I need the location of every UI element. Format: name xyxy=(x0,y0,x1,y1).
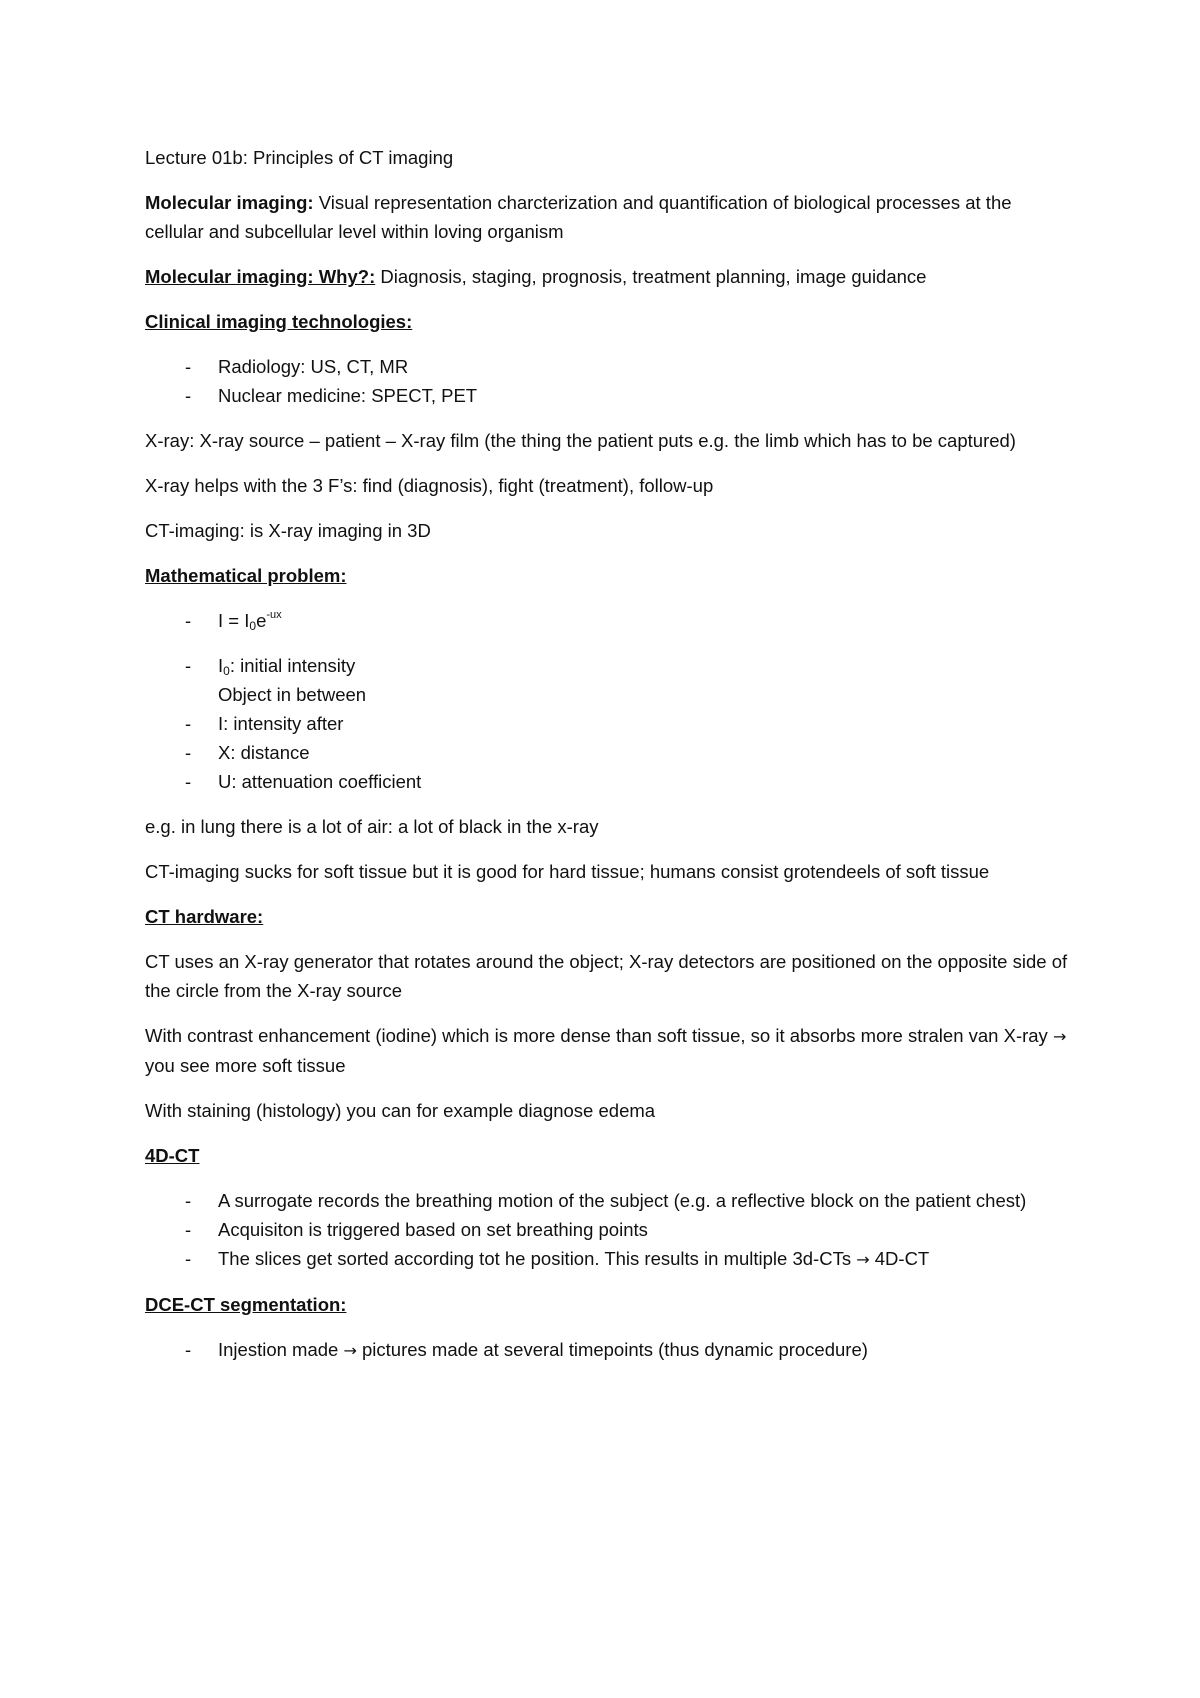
list-item: - U: attenuation coefficient xyxy=(145,767,1075,796)
section-heading-hardware xyxy=(145,902,1075,931)
list-formula-variables xyxy=(145,651,1075,796)
heading-text: DCE-CT segmentation: xyxy=(145,1294,347,1315)
list-formula xyxy=(145,606,1075,635)
formula-item xyxy=(145,606,1075,635)
paragraph-lung: e.g. in lung there is a lot of air: a lot of black in the x-ray xyxy=(145,816,599,837)
text-part: With contrast enhancement (iodine) which is more dense than soft tissue, so it absorbs more stralen van X-ray xyxy=(145,1025,1053,1046)
heading-text: Mathematical problem: xyxy=(145,565,347,586)
formula-superscript: -ux xyxy=(266,609,282,621)
formula-subscript: 0 xyxy=(249,619,257,633)
section-heading-4dct xyxy=(145,1141,1075,1170)
list-clinical-technologies xyxy=(145,352,1075,410)
text-part: pictures made at several timepoints (thus dynamic procedure) xyxy=(356,1339,868,1360)
paragraph-molecular-imaging xyxy=(145,188,1075,246)
paragraph-molecular-imaging-why xyxy=(145,262,1075,291)
paragraph-soft-tissue: CT-imaging sucks for soft tissue but it is good for hard tissue; humans consist grotendeels of soft tissue xyxy=(145,861,990,882)
list-dce xyxy=(145,1335,1075,1365)
list-item: - A surrogate records the breathing motion of the subject (e.g. a reflective block on the patient chest) xyxy=(145,1186,1075,1215)
right-arrow-icon: → xyxy=(1052,1027,1067,1046)
paragraph-hardware-3: With staining (histology) you can for example diagnose edema xyxy=(145,1100,656,1121)
var-subscript: 0 xyxy=(223,664,230,678)
heading-text: Clinical imaging technologies: xyxy=(145,311,413,332)
section-heading-dce xyxy=(145,1290,1075,1319)
text-part: you see more soft tissue xyxy=(145,1055,346,1076)
paragraph-xray-chain: X-ray: X-ray source – patient – X-ray film (the thing the patient puts e.g. the limb which has to be captured) xyxy=(145,430,1016,451)
right-arrow-icon: → xyxy=(856,1250,870,1269)
section-heading-math xyxy=(145,561,1075,590)
term-label: Molecular imaging: xyxy=(145,192,314,213)
text-part: 4D-CT xyxy=(869,1248,930,1269)
list-item xyxy=(145,1244,1075,1274)
paragraph-hardware-1: CT uses an X-ray generator that rotates around the object; X-ray detectors are positioned on the opposite side of the circle from the X-ray source xyxy=(145,951,1068,1001)
list-item: - I: intensity after xyxy=(145,709,1075,738)
paragraph-xray-fs: X-ray helps with the 3 F’s: find (diagnosis), fight (treatment), follow-up xyxy=(145,475,714,496)
list-item xyxy=(145,651,1075,680)
list-item: - X: distance xyxy=(145,738,1075,767)
list-item xyxy=(145,1335,1075,1365)
definition-text: Visual representation charcterization and quantification of biological processes at the cellular and subcellular level within loving organism xyxy=(145,192,1012,242)
var-description: : initial intensity xyxy=(229,655,356,676)
text-part: The slices get sorted according tot he position. This results in multiple 3d-CTs xyxy=(218,1248,857,1269)
document-body xyxy=(145,143,1075,1381)
var-symbol: I xyxy=(218,655,224,676)
list-item-continuation: Object in between xyxy=(218,684,367,705)
heading-text: 4D-CT xyxy=(145,1145,200,1166)
page-title: Lecture 01b: Principles of CT imaging xyxy=(145,147,454,168)
heading-text: CT hardware: xyxy=(145,906,264,927)
definition-text: Diagnosis, staging, prognosis, treatment planning, image guidance xyxy=(375,266,927,287)
list-item: - Nuclear medicine: SPECT, PET xyxy=(145,381,1075,410)
list-item: - Radiology: US, CT, MR xyxy=(145,352,1075,381)
list-item: - Acquisiton is triggered based on set breathing points xyxy=(145,1215,1075,1244)
formula-exp-base: e xyxy=(256,610,267,631)
term-label: Molecular imaging: Why?: xyxy=(145,266,376,287)
list-4dct xyxy=(145,1186,1075,1274)
text-part: Injestion made xyxy=(218,1339,344,1360)
section-heading-clinical xyxy=(145,307,1075,336)
paragraph-hardware-2 xyxy=(145,1021,1075,1080)
formula-lhs: I = I xyxy=(218,610,250,631)
right-arrow-icon: → xyxy=(343,1341,357,1360)
paragraph-ct-definition: CT-imaging: is X-ray imaging in 3D xyxy=(145,520,431,541)
